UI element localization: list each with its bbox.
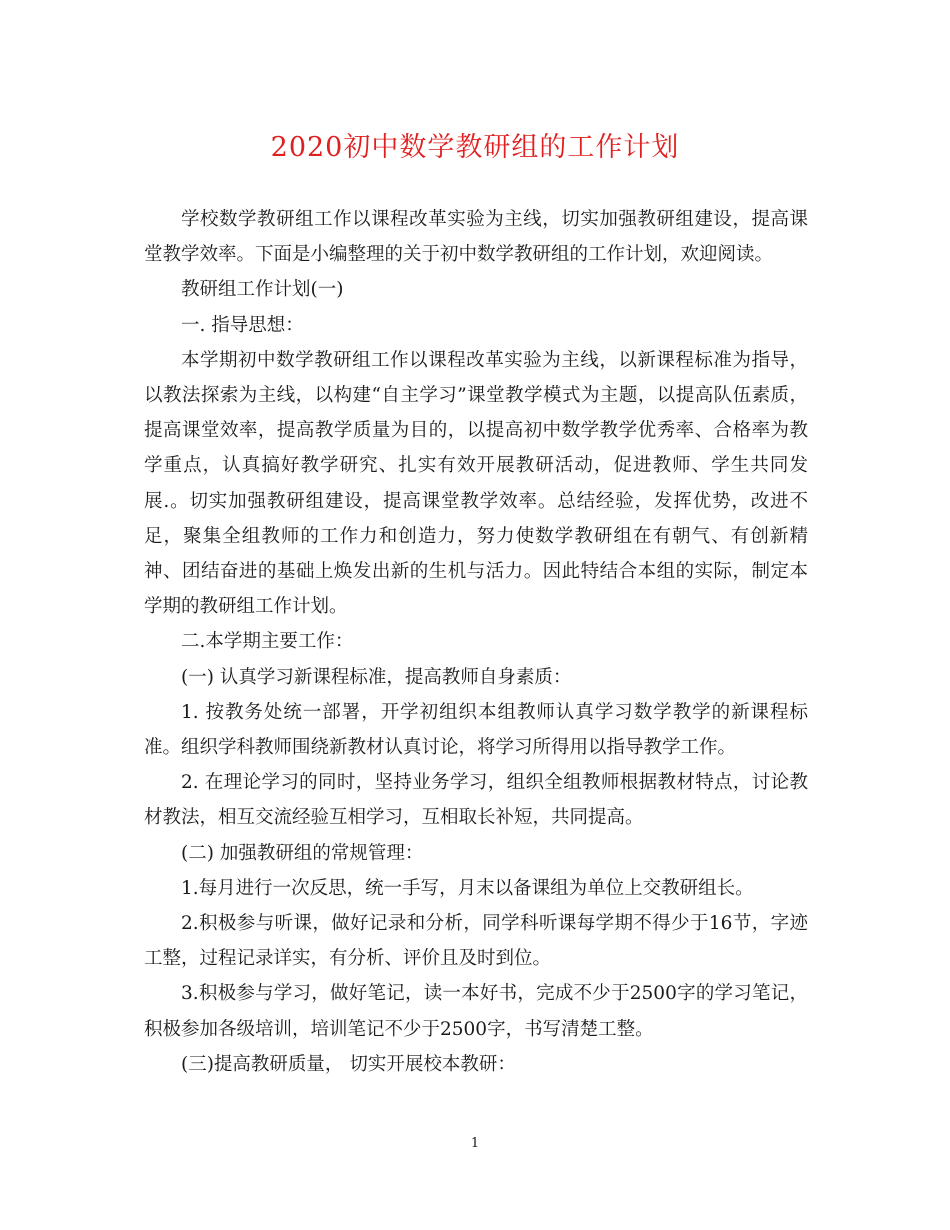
page-number: 1	[470, 1136, 480, 1151]
document-title: 2020初中数学教研组的工作计划	[270, 132, 680, 163]
paragraph-list-item: 1.每月进行一次反思，统一手写，月末以备课组为单位上交教研组长。	[181, 877, 754, 899]
paragraph-subsection-heading: (三)提高教研质量， 切实开展校本教研：	[181, 1053, 516, 1075]
paragraph-section-heading: 二.本学期主要工作：	[181, 631, 354, 653]
paragraph-section-heading: 一. 指导思想：	[181, 314, 304, 336]
paragraph-guiding-thought: 本学期初中数学教研组工作以课程改革实验为主线，以新课程标准为指导，以教法探索为主线，以构建“自主学习”课堂教学模式为主题，以提高队伍素质，提高课堂效率，提高教学质量为目的，以提高初中数学教学优秀率、合格率为教学重点，认真搞好教学研究、扎实有效开展教研活动，促进教师、学生共同发展.。切实加强教研组建设，提高课堂教学效率。总结经验，发挥优势，改进不足，聚集全组教师的工作力和创造力，努力使数学教研组在有朝气、有创新精神、团结奋进的基础上焕发出新的生机与活力。因此特结合本组的实际，制定本学期的教研组工作计划。	[144, 349, 808, 618]
paragraph-list-item: 2.积极参与听课，做好记录和分析，同学科听课每学期不得少于16节，字迹工整，过程记录详实，有分析、评价且及时到位。	[144, 913, 808, 970]
paragraph-subsection-heading: (一) 认真学习新课程标准，提高教师自身素质：	[181, 666, 572, 688]
paragraph-list-item: 1. 按教务处统一部署，开学初组织本组教师认真学习数学教学的新课程标准。组织学科教师围绕新教材认真讨论，将学习所得用以指导教学工作。	[144, 701, 808, 759]
paragraph-subsection-heading: (二) 加强教研组的常规管理：	[181, 842, 424, 864]
paragraph-plan-heading: 教研组工作计划(一)	[181, 279, 344, 301]
paragraph-intro: 学校数学教研组工作以课程改革实验为主线，切实加强教研组建设，提高课堂教学效率。下面是小编整理的关于初中数学教研组的工作计划，欢迎阅读。	[144, 209, 808, 266]
paragraph-list-item: 2. 在理论学习的同时，坚持业务学习，组织全组教师根据教材特点，讨论教材教法，相互交流经验互相学习，互相取长补短，共同提高。	[144, 772, 808, 829]
paragraph-list-item: 3.积极参与学习，做好笔记，读一本好书，完成不少于2500字的学习笔记，积极参加各级培训，培训笔记不少于2500字，书写清楚工整。	[144, 983, 808, 1040]
document-body	[144, 202, 808, 1082]
